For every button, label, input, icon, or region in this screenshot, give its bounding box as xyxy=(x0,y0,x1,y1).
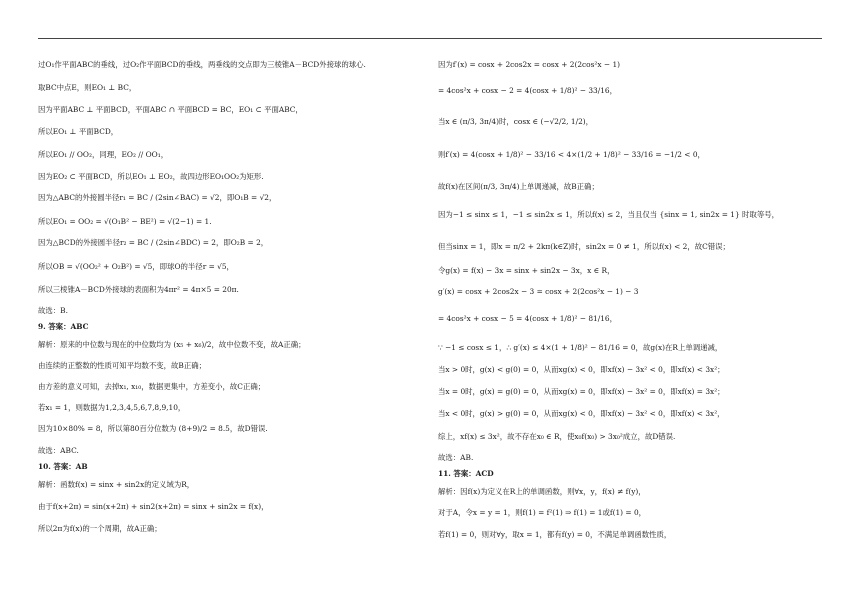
text-line: 综上，xf(x) ≤ 3x²，故不存在x₀ ∈ R，使x₀f(x₀) > 3x₀²成立，故D错误. xyxy=(438,432,676,441)
text-line: = 4cos²x + cosx − 2 = 4(cosx + 1/8)² − 33/16， xyxy=(438,86,618,95)
text-line: 当x = 0时，g(x) = g(0) = 0，从而xg(x) = 0，即xf(x) − 3x² = 0，即xf(x) = 3x²； xyxy=(438,387,725,396)
text-line: 当x < 0时，g(x) > g(0) = 0，从而xg(x) < 0，即xf(x) − 3x² < 0，即xf(x) < 3x²， xyxy=(438,409,725,418)
text-line: 因为△ABC的外接圆半径r₁ = BC / (2sin∠BAC) = √2，即O₁B = √2， xyxy=(38,193,277,202)
text-line: 若f(1) = 0，则对∀y，取x = 1，都有f(y) = 0，不满足单调函数性质， xyxy=(438,530,672,539)
text-line: 因为f′(x) = cosx + 2cos2x = cosx + 2(2cos²x − 1) xyxy=(438,60,621,69)
text-line: 由于f(x+2π) = sin(x+2π) + sin2(x+2π) = sinx + sin2x = f(x)， xyxy=(38,502,269,511)
text-line: g′(x) = cosx + 2cos2x − 3 = cosx + 2(2cos²x − 1) − 3 xyxy=(438,287,639,296)
header-rule xyxy=(38,38,822,39)
text-line: 所以2π为f(x)的一个周期，故A正确； xyxy=(38,524,162,533)
text-line: 若x₁ = 1，则数据为1,2,3,4,5,6,7,8,9,10， xyxy=(38,403,186,412)
text-line: 故f(x)在区间(π/3, 3π/4)上单调递减，故B正确； xyxy=(438,182,599,191)
text-line: 故选：B. xyxy=(38,306,68,315)
text-line: 因为−1 ≤ sinx ≤ 1，−1 ≤ sin2x ≤ 1，所以f(x) ≤ 2，当且仅当 {sinx = 1, sin2x = 1} 时取等号， xyxy=(438,210,780,219)
text-line: 当x > 0时，g(x) < g(0) = 0，从而xg(x) < 0，即xf(x) − 3x² < 0，即xf(x) < 3x²； xyxy=(438,365,725,374)
text-line: 过O₁作平面ABC的垂线，过O₂作平面BCD的垂线，两垂线的交点即为三棱锥A－BCD外接球的球心. xyxy=(38,60,366,69)
answer-heading: 9. 答案：ABC xyxy=(38,322,89,331)
text-line: ∵ −1 ≤ cosx ≤ 1，∴ g′(x) ≤ 4×(1 + 1/8)² − 81/16 = 0，故g(x)在R上单调递减， xyxy=(438,343,723,352)
text-line: 令g(x) = f(x) − 3x = sinx + sin2x − 3x，x ∈ R， xyxy=(438,266,615,275)
text-line: 所以EO₁ // OO₂，同理，EO₂ // OO₁， xyxy=(38,150,169,159)
answer-heading: 10. 答案：AB xyxy=(38,462,88,471)
text-line: 因为10×80% = 8，所以第80百分位数为 (8+9)/2 = 8.5，故D错误. xyxy=(38,424,268,433)
text-line: 因为EO₂ ⊂ 平面BCD，所以EO₁ ⊥ EO₂，故四边形EO₁OO₂为矩形. xyxy=(38,172,264,181)
text-line: 对于A，令x = y = 1，则f(1) = f²(1) ⇒ f(1) = 1或f(1) = 0， xyxy=(438,508,647,517)
text-line: 故选：AB. xyxy=(438,453,474,462)
text-line: 因为△BCD的外接圆半径r₂ = BC / (2sin∠BDC) = 2，即O₂B = 2， xyxy=(38,238,269,247)
text-line: 因为平面ABC ⊥ 平面BCD，平面ABC ∩ 平面BCD = BC，EO₁ ⊂ 平面ABC， xyxy=(38,105,303,114)
text-line: 但当sinx = 1，即x = π/2 + 2kπ(k∈Z)时，sin2x = 0 ≠ 1，所以f(x) < 2，故C错误； xyxy=(438,242,730,251)
text-line: 解析：原来的中位数与现在的中位数均为 (x₅ + x₆)/2，故中位数不变，故A正确； xyxy=(38,340,306,349)
text-line: 故选：ABC. xyxy=(38,446,79,455)
text-line: 解析：函数f(x) = sinx + sin2x的定义域为R， xyxy=(38,480,195,489)
text-line: 由连续的正整数的性质可知平均数不变，故B正确； xyxy=(38,361,207,370)
text-line: 当x ∈ (π/3, 3π/4)时，cosx ∈ (−√2/2, 1/2)， xyxy=(438,117,594,126)
text-line: 所以OB = √(OO₂² + O₂B²) = √5，即球O的半径r = √5， xyxy=(38,262,234,271)
text-line: 解析：因f(x)为定义在R上的单调函数，则∀x，y，f(x) ≠ f(y)， xyxy=(438,487,646,496)
text-line: 取BC中点E，则EO₁ ⊥ BC， xyxy=(38,83,137,92)
text-line: = 4cos²x + cosx − 5 = 4(cosx + 1/8)² − 81/16， xyxy=(438,314,618,323)
text-line: 所以EO₁ ⊥ 平面BCD， xyxy=(38,127,119,136)
text-line: 所以三棱锥A－BCD外接球的表面积为4πr² = 4π×5 = 20π. xyxy=(38,285,239,294)
text-line: 由方差的意义可知，去掉x₁, x₁₀，数据更集中，方差变小，故C正确； xyxy=(38,382,266,391)
answer-heading: 11. 答案：ACD xyxy=(438,469,494,478)
text-line: 则f′(x) = 4(cosx + 1/8)² − 33/16 < 4×(1/2 + 1/8)² − 33/16 = −1/2 < 0， xyxy=(438,150,705,159)
text-line: 所以EO₁ = OO₂ = √(O₁B² − BE²) = √(2−1) = 1. xyxy=(38,217,212,226)
